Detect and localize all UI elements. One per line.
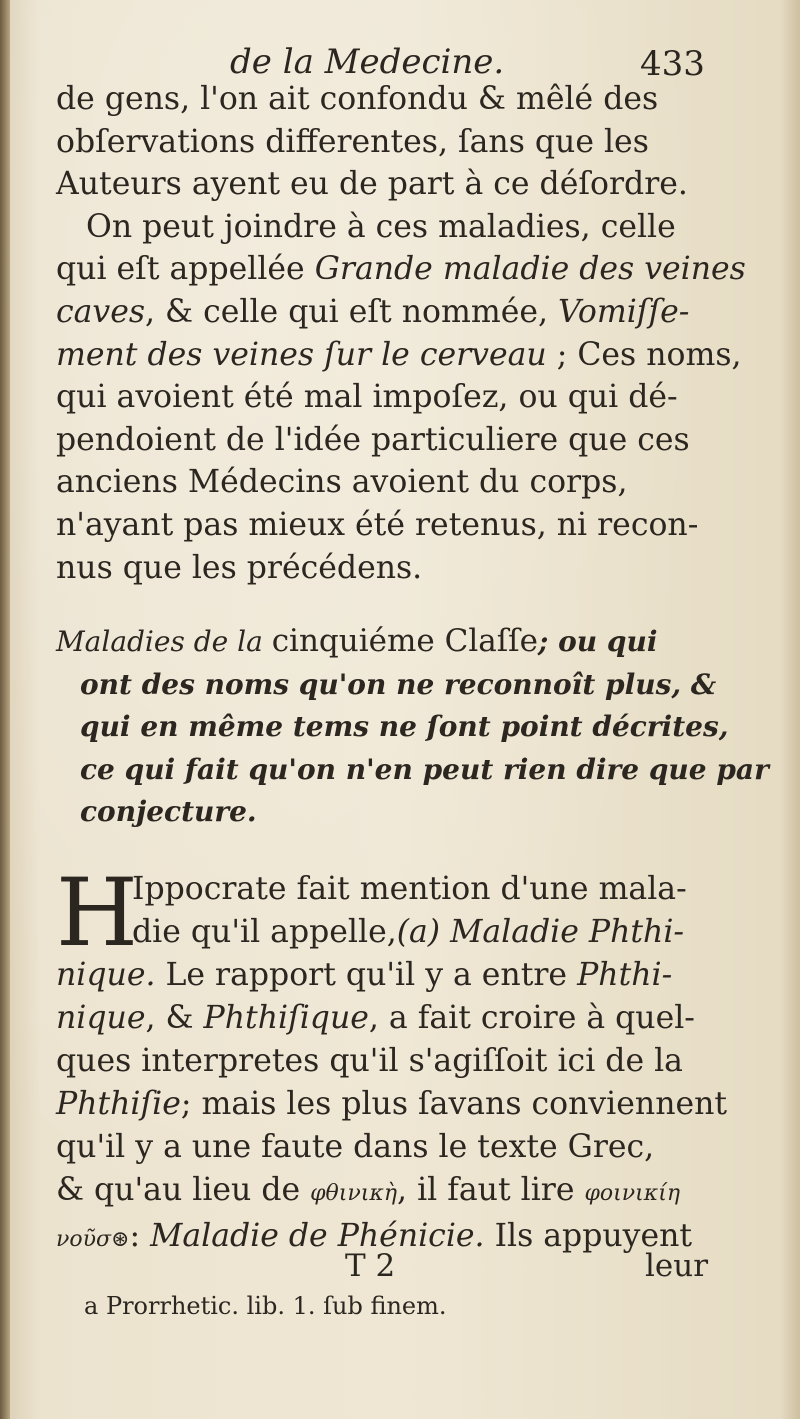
text-line xyxy=(56,997,716,1040)
text-run: Ils appuyent xyxy=(484,1218,693,1254)
text-line: anciens Médecins avoient du corps, xyxy=(56,464,628,501)
heading-line xyxy=(56,620,716,664)
italic-term: nique. xyxy=(56,957,156,993)
text-run: Le rapport qu'il y a entre xyxy=(155,957,578,993)
italic-term: Phthi- xyxy=(577,957,673,993)
text-line: Auteurs ayent eu de part à ce déſordre. xyxy=(56,166,688,203)
section-heading xyxy=(56,620,769,834)
text-run: , il faut lire xyxy=(397,1172,585,1208)
signature-mark: T 2 xyxy=(345,1248,396,1284)
paragraph-2 xyxy=(56,859,728,1261)
text-run: ; mais les plus ſavans conviennent xyxy=(180,1086,728,1122)
italic-term: caves xyxy=(56,293,146,330)
text-line xyxy=(56,291,706,334)
text-run: , & xyxy=(145,1000,204,1036)
text-line: Ippocrate fait mention d'une mala- xyxy=(132,871,687,907)
text-line: On peut joindre à ces maladies, celle xyxy=(86,208,676,245)
text-line xyxy=(56,911,716,954)
heading-run: cinquiéme Claſſe xyxy=(271,623,539,659)
italic-term: Phthiſique xyxy=(203,1000,369,1036)
text-line: qui avoient été mal impoſez, ou qui dé- xyxy=(56,379,678,416)
text-run: , a fait croire à quel- xyxy=(368,1000,695,1036)
text-line xyxy=(56,1083,728,1126)
text-run: & qu'au lieu de xyxy=(56,1172,311,1208)
text-run: , & celle qui eſt nommée, xyxy=(145,293,559,330)
italic-term: Maladie de Phénicie. xyxy=(150,1218,485,1254)
catchword: leur xyxy=(645,1248,709,1284)
text-line xyxy=(56,248,746,291)
text-run: die qu'il appelle, xyxy=(132,914,397,950)
book-spine xyxy=(0,0,10,1419)
greek-word: νοῦσ⊛ xyxy=(56,1227,130,1252)
text-line: qu'il y a une faute dans le texte Grec, xyxy=(56,1129,655,1165)
text-line: obſervations differentes, ſans que les xyxy=(56,123,649,160)
italic-term: Maladie Phthi- xyxy=(450,914,685,950)
text-run: : xyxy=(129,1218,151,1254)
text-line: nus que les précédens. xyxy=(56,549,423,586)
heading-line: ce qui fait qu'on n'en peut rien dire que par xyxy=(80,752,769,786)
text-run: qui eſt appellée xyxy=(56,251,315,288)
text-line xyxy=(56,1169,716,1215)
heading-run: Maladies de la xyxy=(56,625,272,658)
heading-line: ont des noms qu'on ne reconnoît plus, & xyxy=(80,667,717,701)
footnote-ref: (a) xyxy=(396,914,451,950)
italic-term: Grande maladie des veines xyxy=(314,251,746,288)
text-line xyxy=(56,334,742,377)
italic-term: ment des veines ſur le cerveau xyxy=(56,336,547,373)
text-run: ; Ces noms, xyxy=(556,336,742,373)
text-line: n'ayant pas mieux été retenus, ni recon- xyxy=(56,506,699,543)
text-line: pendoient de l'idée particuliere que ces xyxy=(56,421,690,458)
italic-term: Vomiſſe- xyxy=(558,293,690,330)
text-line: de gens, l'on ait confondu & mêlé des xyxy=(56,81,659,117)
running-title: de la Medecine. xyxy=(230,42,505,82)
page-number: 433 xyxy=(640,44,705,84)
heading-line: conjecture. xyxy=(80,795,257,828)
italic-term: nique xyxy=(56,1000,146,1036)
paragraph-1 xyxy=(56,78,746,589)
footnote: a Prorrhetic. lib. 1. ſub finem. xyxy=(84,1292,447,1320)
drop-cap: H xyxy=(56,859,138,968)
text-line xyxy=(56,954,716,997)
greek-word: φοινικίη xyxy=(584,1181,681,1206)
heading-line: qui en même tems ne ſont point décrites, xyxy=(80,710,729,743)
italic-term: Phthiſie xyxy=(56,1086,181,1122)
text-line: ques interpretes qu'il s'agiſſoit ici de la xyxy=(56,1043,683,1079)
greek-word: φθινικὴ xyxy=(310,1181,398,1206)
heading-run: ; ou qui xyxy=(538,625,658,658)
